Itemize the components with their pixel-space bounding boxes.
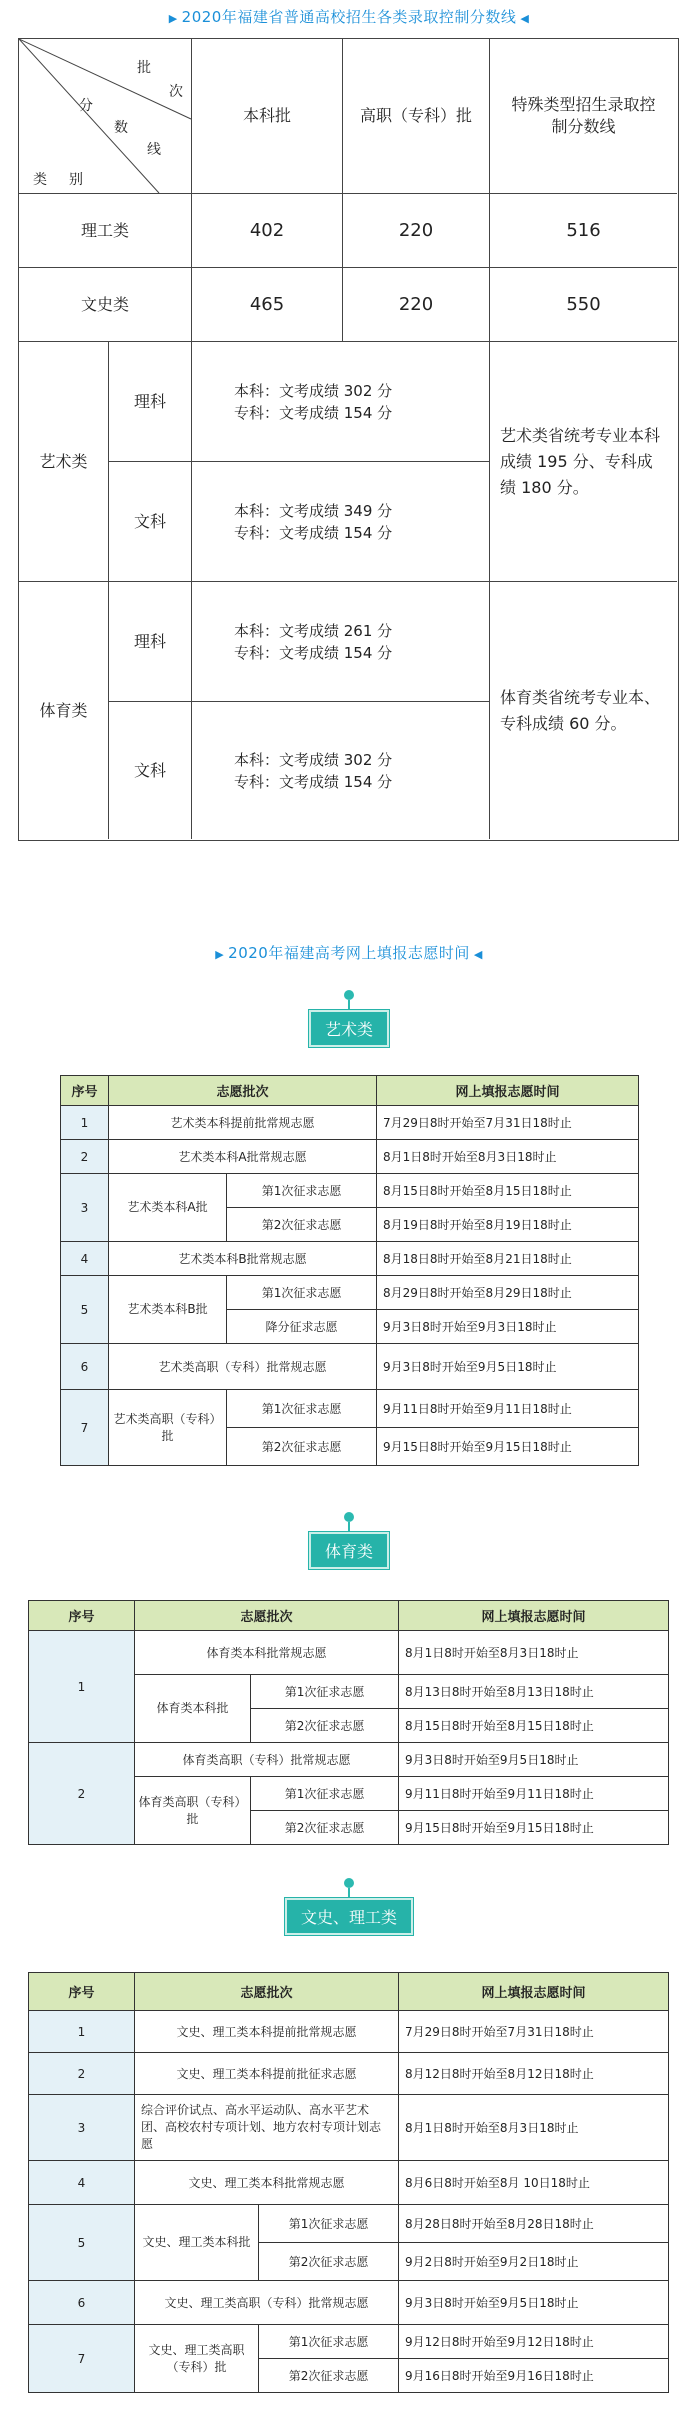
diag-category-1: 类 — [33, 172, 47, 188]
batch-cell: 体育类本科批常规志愿 — [135, 1631, 399, 1675]
batch-cell: 第2次征求志愿 — [259, 2359, 399, 2393]
batch-cell: 艺术类本科提前批常规志愿 — [109, 1106, 377, 1140]
time-cell: 8月6日8时开始至8月 10日18时止 — [399, 2161, 669, 2205]
seq-cell: 5 — [61, 1276, 109, 1344]
time-cell: 8月28日8时开始至8月28日18时止 — [399, 2205, 669, 2243]
seq-cell: 1 — [29, 1631, 135, 1743]
art-note: 艺术类省统考专业本科成绩 195 分、专科成绩 180 分。 — [500, 425, 661, 497]
header-seq: 序号 — [29, 1973, 135, 2011]
time-cell: 8月19日8时开始至8月19日18时止 — [377, 1208, 639, 1242]
batch-cell: 第1次征求志愿 — [251, 1675, 399, 1709]
time-cell: 7月29日8时开始至7月31日18时止 — [399, 2011, 669, 2053]
triangle-left-icon: ◀ — [473, 948, 483, 961]
sports-science-label: 理科 — [133, 631, 166, 651]
batch-cell: 第1次征求志愿 — [251, 1777, 399, 1811]
group-cell: 艺术类本科A批 — [109, 1174, 227, 1242]
time-cell: 8月12日8时开始至8月12日18时止 — [399, 2053, 669, 2095]
time-cell: 9月12日8时开始至9月12日18时止 — [399, 2325, 669, 2359]
time-cell: 7月29日8时开始至7月31日18时止 — [377, 1106, 639, 1140]
diag-batch-2: 次 — [169, 84, 183, 100]
diag-batch-1: 批 — [137, 60, 151, 76]
batch-cell: 降分征求志愿 — [227, 1310, 377, 1344]
diag-category-2: 别 — [69, 172, 83, 188]
batch-cell: 艺术类本科B批常规志愿 — [109, 1242, 377, 1276]
banner-dot-icon — [344, 990, 354, 1000]
col-undergrad-header: 本科批 — [242, 106, 291, 125]
col-vocational-header: 高职（专科）批 — [359, 106, 472, 125]
batch-cell: 文史、理工类本科提前批常规志愿 — [135, 2011, 399, 2053]
header-seq: 序号 — [61, 1076, 109, 1106]
sports-banner — [309, 1512, 389, 1569]
batch-cell: 体育类高职（专科）批常规志愿 — [135, 1743, 399, 1777]
row-liberal-undergrad: 465 — [249, 293, 285, 315]
seq-cell: 4 — [61, 1242, 109, 1276]
time-cell: 9月2日8时开始至9月2日18时止 — [399, 2243, 669, 2281]
art-arts-line1: 本科：文考成绩 349 分 — [234, 501, 393, 520]
seq-cell: 1 — [29, 2011, 135, 2053]
group-cell: 体育类高职（专科）批 — [135, 1777, 251, 1845]
score-section-title-text: 2020年福建省普通高校招生各类录取控制分数线 — [181, 8, 517, 26]
row-liberal-vocational: 220 — [398, 293, 434, 315]
batch-cell: 艺术类本科A批常规志愿 — [109, 1140, 377, 1174]
banner-dot-icon — [344, 1512, 354, 1522]
header-time: 网上填报志愿时间 — [399, 1601, 669, 1631]
art-science-line1: 本科：文考成绩 302 分 — [234, 381, 393, 400]
liberal-banner — [285, 1878, 413, 1935]
seq-cell: 2 — [29, 2053, 135, 2095]
score-table — [18, 38, 679, 841]
batch-cell: 第2次征求志愿 — [251, 1811, 399, 1845]
schedule-section-title-text: 2020年福建高考网上填报志愿时间 — [228, 944, 470, 962]
art-arts-line2: 专科：文考成绩 154 分 — [234, 523, 393, 542]
art-banner-label: 艺术类 — [309, 1010, 389, 1047]
art-banner — [309, 990, 389, 1047]
group-cell: 文史、理工类本科批 — [135, 2205, 259, 2281]
time-cell: 8月29日8时开始至8月29日18时止 — [377, 1276, 639, 1310]
liberal-banner-label: 文史、理工类 — [285, 1898, 413, 1935]
art-arts-scores — [234, 462, 489, 581]
row-liberal-special: 550 — [566, 293, 601, 315]
row-liberal-category: 文史类 — [80, 294, 129, 314]
art-science-scores — [234, 342, 489, 461]
time-cell: 8月15日8时开始至8月15日18时止 — [399, 1709, 669, 1743]
batch-cell: 第1次征求志愿 — [259, 2205, 399, 2243]
seq-cell: 2 — [29, 1743, 135, 1845]
time-cell: 9月15日8时开始至9月15日18时止 — [399, 1811, 669, 1845]
batch-cell: 第1次征求志愿 — [227, 1174, 377, 1208]
batch-cell: 第1次征求志愿 — [227, 1276, 377, 1310]
header-batch: 志愿批次 — [135, 1601, 399, 1631]
batch-cell: 文史、理工类本科提前批征求志愿 — [135, 2053, 399, 2095]
seq-cell: 7 — [29, 2325, 135, 2393]
seq-cell: 6 — [61, 1344, 109, 1390]
batch-cell: 第2次征求志愿 — [227, 1428, 377, 1466]
sports-arts-line1: 本科：文考成绩 302 分 — [234, 750, 393, 769]
row-science-vocational: 220 — [398, 219, 434, 241]
time-cell: 8月1日8时开始至8月3日18时止 — [399, 1631, 669, 1675]
time-cell: 8月13日8时开始至8月13日18时止 — [399, 1675, 669, 1709]
batch-cell: 艺术类高职（专科）批常规志愿 — [109, 1344, 377, 1390]
header-batch: 志愿批次 — [109, 1076, 377, 1106]
sports-science-scores — [234, 582, 489, 701]
seq-cell: 1 — [61, 1106, 109, 1140]
time-cell: 8月18日8时开始至8月21日18时止 — [377, 1242, 639, 1276]
seq-cell: 3 — [61, 1174, 109, 1242]
group-cell: 艺术类高职（专科）批 — [109, 1390, 227, 1466]
sports-arts-line2: 专科：文考成绩 154 分 — [234, 772, 393, 791]
diag-score-1: 分 — [79, 98, 93, 114]
seq-cell: 2 — [61, 1140, 109, 1174]
triangle-right-icon: ▶ — [215, 948, 225, 961]
time-cell: 9月3日8时开始至9月5日18时止 — [399, 2281, 669, 2325]
time-cell: 9月11日8时开始至9月11日18时止 — [377, 1390, 639, 1428]
seq-cell: 5 — [29, 2205, 135, 2281]
row-science-special: 516 — [566, 219, 601, 241]
sports-arts-label: 文科 — [133, 760, 166, 780]
sports-note: 体育类省统考专业本、专科成绩 60 分。 — [500, 687, 661, 733]
batch-cell: 第2次征求志愿 — [227, 1208, 377, 1242]
header-time: 网上填报志愿时间 — [377, 1076, 639, 1106]
sports-science-line1: 本科：文考成绩 261 分 — [234, 621, 393, 640]
header-time: 网上填报志愿时间 — [399, 1973, 669, 2011]
time-cell: 9月15日8时开始至9月15日18时止 — [377, 1428, 639, 1466]
time-cell: 9月3日8时开始至9月3日18时止 — [377, 1310, 639, 1344]
batch-cell: 第1次征求志愿 — [227, 1390, 377, 1428]
art-schedule-table — [60, 1075, 639, 1466]
sports-arts-scores — [234, 702, 489, 839]
time-cell: 8月15日8时开始至8月15日18时止 — [377, 1174, 639, 1208]
seq-cell: 4 — [29, 2161, 135, 2205]
diag-score-2: 数 — [114, 120, 128, 136]
sports-schedule-table — [28, 1600, 669, 1845]
art-category: 艺术类 — [39, 451, 88, 471]
sports-category: 体育类 — [39, 700, 88, 720]
seq-cell: 6 — [29, 2281, 135, 2325]
row-science-undergrad: 402 — [249, 219, 285, 241]
batch-cell: 综合评价试点、高水平运动队、高水平艺术团、高校农村专项计划、地方农村专项计划志愿 — [135, 2095, 399, 2161]
header-batch: 志愿批次 — [135, 1973, 399, 2011]
banner-dot-icon — [344, 1878, 354, 1888]
sports-banner-label: 体育类 — [309, 1532, 389, 1569]
batch-cell: 文史、理工类本科批常规志愿 — [135, 2161, 399, 2205]
sports-science-line2: 专科：文考成绩 154 分 — [234, 643, 393, 662]
col-special-header: 特殊类型招生录取控制分数线 — [511, 95, 656, 136]
batch-cell: 第2次征求志愿 — [259, 2243, 399, 2281]
art-science-line2: 专科：文考成绩 154 分 — [234, 403, 393, 422]
batch-cell: 文史、理工类高职（专科）批常规志愿 — [135, 2281, 399, 2325]
group-cell: 艺术类本科B批 — [109, 1276, 227, 1344]
group-cell: 体育类本科批 — [135, 1675, 251, 1743]
triangle-left-icon: ◀ — [520, 12, 530, 25]
triangle-right-icon: ▶ — [168, 12, 178, 25]
time-cell: 9月3日8时开始至9月5日18时止 — [377, 1344, 639, 1390]
row-science-category: 理工类 — [80, 220, 129, 240]
score-section-title — [0, 6, 698, 27]
diag-score-3: 线 — [147, 142, 161, 158]
time-cell: 9月3日8时开始至9月5日18时止 — [399, 1743, 669, 1777]
time-cell: 9月16日8时开始至9月16日18时止 — [399, 2359, 669, 2393]
seq-cell: 3 — [29, 2095, 135, 2161]
time-cell: 9月11日8时开始至9月11日18时止 — [399, 1777, 669, 1811]
batch-cell: 第1次征求志愿 — [259, 2325, 399, 2359]
time-cell: 8月1日8时开始至8月3日18时止 — [399, 2095, 669, 2161]
art-arts-label: 文科 — [133, 511, 166, 531]
group-cell: 文史、理工类高职（专科）批 — [135, 2325, 259, 2393]
header-seq: 序号 — [29, 1601, 135, 1631]
batch-cell: 第2次征求志愿 — [251, 1709, 399, 1743]
time-cell: 8月1日8时开始至8月3日18时止 — [377, 1140, 639, 1174]
schedule-section-title — [0, 942, 698, 963]
seq-cell: 7 — [61, 1390, 109, 1466]
liberal-schedule-table — [28, 1972, 669, 2393]
art-science-label: 理科 — [133, 391, 166, 411]
